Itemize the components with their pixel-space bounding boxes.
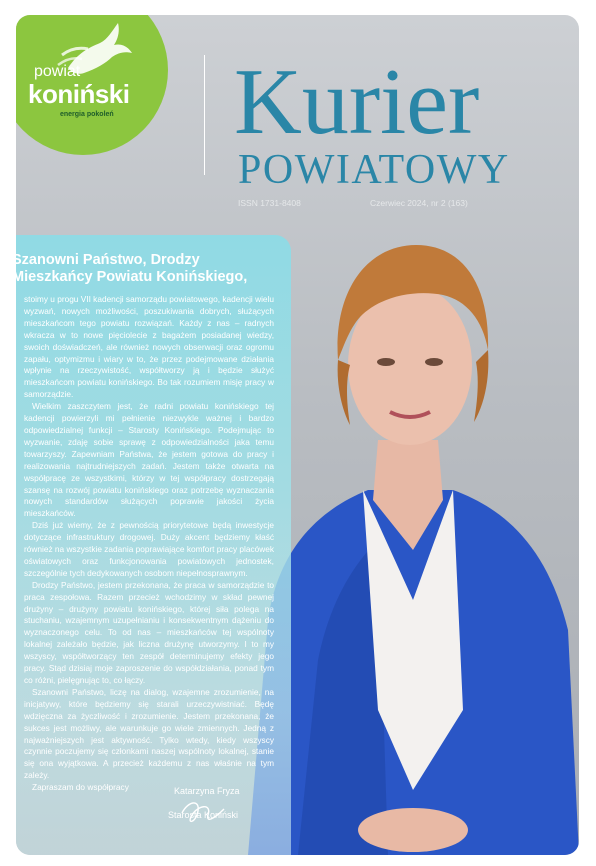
signature-title: Starosta Koniński	[168, 810, 239, 820]
logo-line1: powiat	[34, 63, 81, 80]
masthead-title: Kurier	[234, 50, 480, 154]
powiat-logo	[16, 15, 168, 155]
issue-text: Czerwiec 2024, nr 2 (163)	[370, 198, 468, 208]
letter-body	[24, 294, 274, 794]
signature-name: Katarzyna Fryza	[174, 786, 240, 796]
letter-paragraph: Drodzy Państwo, jestem przekonana, że praca w samorządzie to praca zespołowa. Razem przecież wchodzimy w skład pewnej drużyny – drużyny powiatu konińskiego, której siła polega na stuchaniu, wzajemnym uzupełnianiu i konsekwentnym dążeniu do wyznaczonego celu. To od nas – mieszkańców tej wspólnoty lokalnej zależało będzie, jak liczna drużynę utworzymy. I to my wszyscy, współtworzący ten zespół determinujemy efekty jego pracy. Stąd dzisiaj moje zaproszenie do współdziałania, ponad tym co różni, pielęgnując to, co łączy.	[24, 579, 274, 685]
letter-paragraph: stoimy u progu VII kadencji samorządu powiatowego, kadencji wielu wyzwań, nowych możliwości, poszukiwania dobrych, służących mieszkańcom tego powiatu rozwiązań. Każdy z nas – radnych wkracza w to nowe pięciolecie z bagażem posiadanej wiedzy, swoich doświadczeń, ale również nowych obserwacji oraz ogromu zapału, optymizmu i wiary w to, że przez podejmowane działania wpłynie na rzeczywistość, współtworzy ją i będzie służyć mieszkańcom powiatu konińskiego. Bo tak rozumiem misję pracy w samorządzie.	[24, 294, 274, 400]
letter-paragraph: Szanowni Państwo, liczę na dialog, wzajemne zrozumienie, na inicjatywy, które będziemy się starali urzeczywistniać. Będę wdzięczna za życzliwość i zrozumienie. Jestem przekonana, że sukces jest możliwy, ale warunkuje go wiele zmiennych. Jedną z najważniejszych jest aktywność. Tylko wtedy, kiedy wszyscy czynnie poczujemy się członkami naszej wspólnoty lokalnej, stanie się ona wyjątkowa. A przecież każdemu z nas właśnie na tym zależy.	[24, 686, 274, 781]
letter-salutation: Szanowni Państwo, Drodzy Mieszkańcy Powiatu Konińskiego,	[12, 252, 248, 285]
masthead-divider	[204, 55, 205, 175]
logo-tagline: energia pokoleń	[60, 111, 114, 118]
letter-paragraph: Wielkim zaszczytem jest, że radni powiatu konińskiego tej kadencji powierzyli mi pełnienie niezwykle ważnej i bardzo odpowiedzialnej funkcji – Starosty Konińskiego. Podejmując to wyzwanie, zdaję sobie sprawę z odpowiedzialności jaka temu towarzyszy. Zapewniam Państwa, że jestem gotowa do pracy i realizowania najtrudniejszych zadań. Jestem także otwarta na współpracę ze wszystkimi, którzy w tej współpracy dostrzegają szansę na rozwój powiatu konińskiego oraz potrzebę wyznaczania nowych standardów służących poprawie jakości życia mieszkańców.	[24, 401, 274, 519]
issn-text: ISSN 1731-8408	[238, 198, 301, 208]
letter-paragraph: Dziś już wiemy, że z pewnością priorytetowe będą inwestycje dotyczące infrastruktury drogowej. Duży akcent będziemy kłaść również na wszystkie zadania poprawiające komfort pracy placówek oświatowych oraz funkcjonowania powiatowych jednostek, szczególnie tych dedykowanych osobom niepełnosprawnym.	[24, 520, 274, 578]
masthead-subtitle: POWIATOWY	[238, 147, 510, 193]
logo-line2: koniński	[28, 79, 130, 109]
letter-paragraph: Zapraszam do współpracy	[32, 782, 129, 793]
